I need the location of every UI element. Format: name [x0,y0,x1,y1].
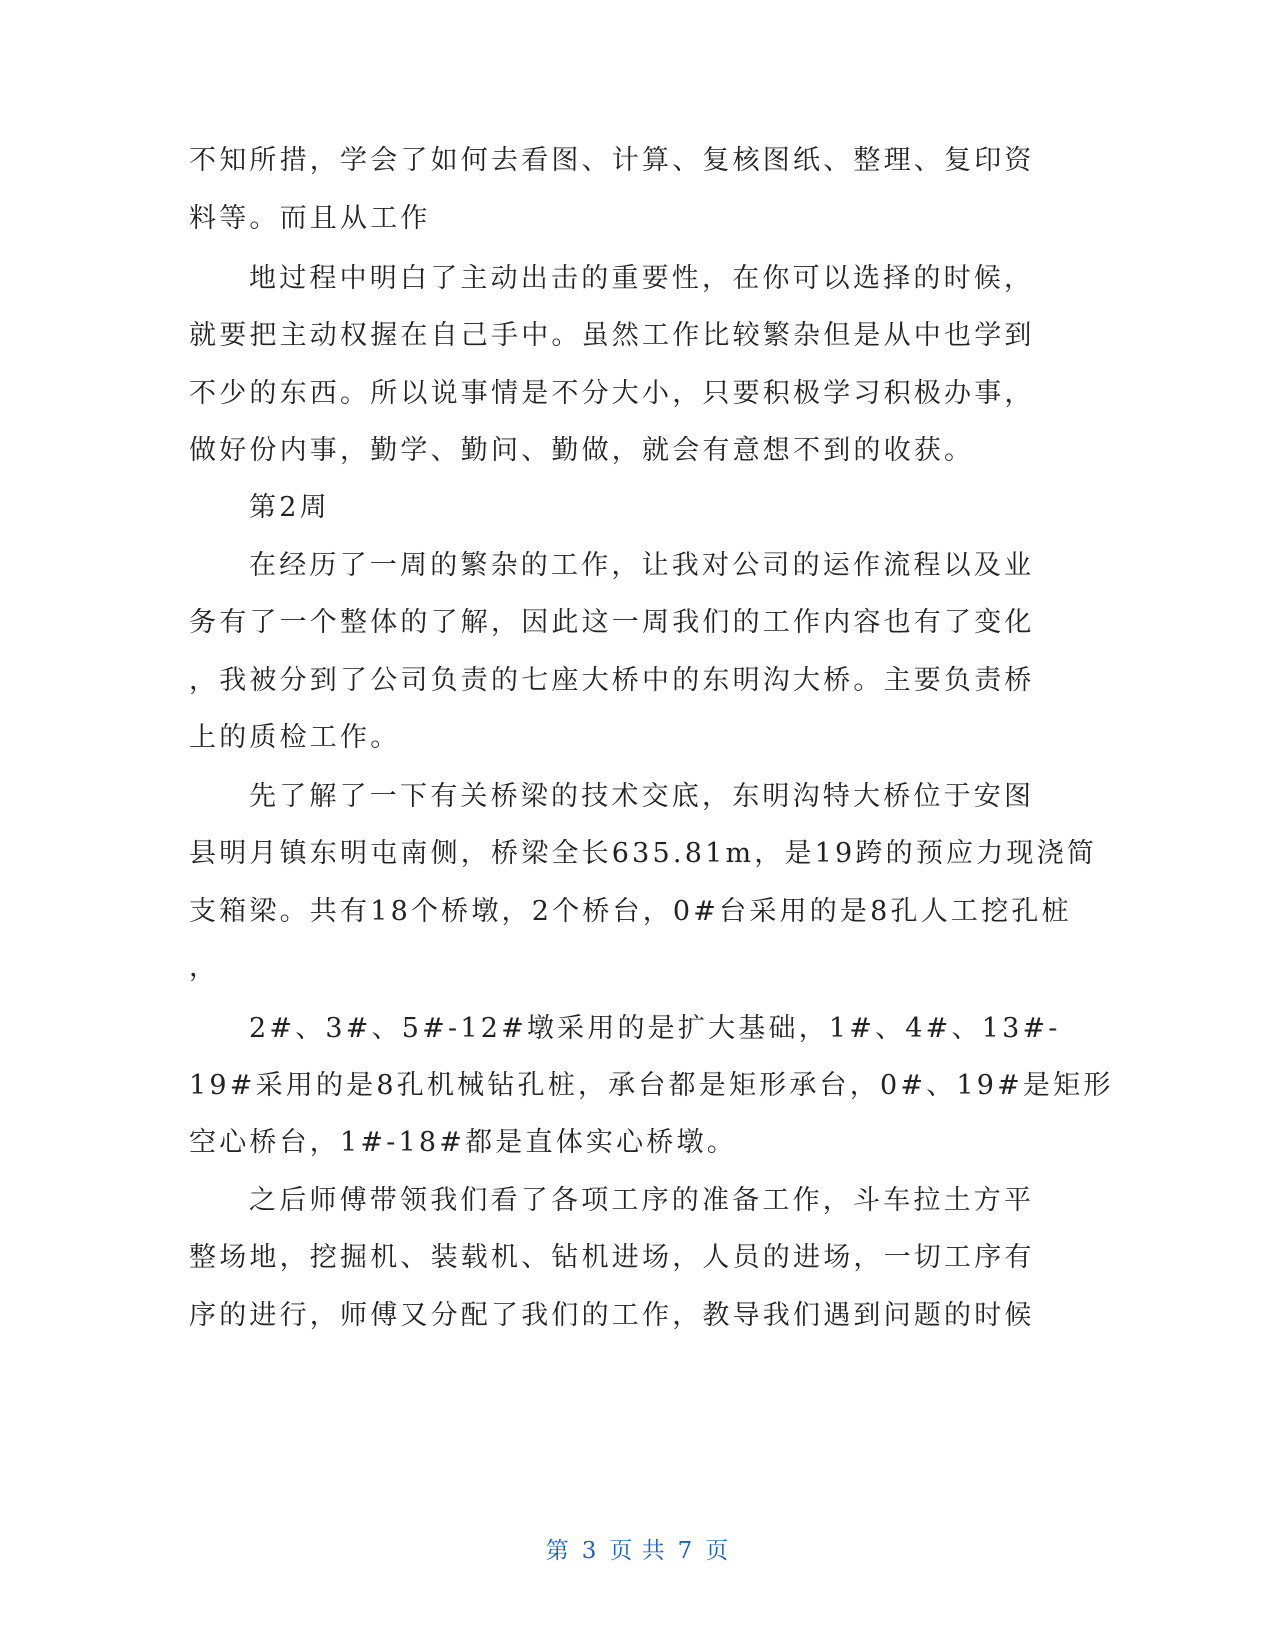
text-line: 务有了一个整体的了解，因此这一周我们的工作内容也有了变化 [189,607,1035,638]
footer-suffix: 页 [705,1538,730,1564]
page-footer [0,1536,1275,1566]
text-line: 料等。而且从工作 [189,203,431,234]
text-line: ，我被分到了公司负责的七座大桥中的东明沟大桥。主要负责桥 [189,665,1035,696]
text-line: 地过程中明白了主动出击的重要性，在你可以选择的时候， [249,263,1035,294]
footer-prefix: 第 [545,1538,570,1564]
total-page-count: 7 [677,1538,694,1564]
text-line: 就要把主动权握在自己手中。虽然工作比较繁杂但是从中也学到 [189,320,1035,351]
text-line: 县明月镇东明屯南侧，桥梁全长635.81m，是19跨的预应力现浇简 [189,838,1098,869]
text-line: 序的进行，师傅又分配了我们的工作，教导我们遇到问题的时候 [189,1300,1035,1331]
current-page-number: 3 [581,1538,598,1564]
text-line: 整场地，挖掘机、装载机、钻机进场，人员的进场，一切工序有 [189,1242,1035,1273]
text-line: 不知所措，学会了如何去看图、计算、复核图纸、整理、复印资 [189,145,1035,176]
text-line: 先了解了一下有关桥梁的技术交底，东明沟特大桥位于安图 [249,781,1035,812]
text-line: 19#采用的是8孔机械钻孔桩，承台都是矩形承台，0#、19#是矩形 [189,1070,1114,1101]
text-line: 不少的东西。所以说事情是不分大小，只要积极学习积极办事， [189,378,1035,409]
text-line: 在经历了一周的繁杂的工作，让我对公司的运作流程以及业 [249,550,1035,581]
section-heading: 第2周 [249,492,330,523]
text-line: 支箱梁。共有18个桥墩，2个桥台，0#台采用的是8孔人工挖孔桩 [189,896,1072,927]
text-line: 空心桥台，1#-18#都是直体实心桥墩。 [189,1127,737,1158]
text-line: 2#、3#、5#-12#墩采用的是扩大基础，1#、4#、13#- [249,1013,1061,1044]
text-line: 做好份内事，勤学、勤问、勤做，就会有意想不到的收获。 [189,435,975,466]
text-line: 之后师傅带领我们看了各项工序的准备工作，斗车拉土方平 [249,1185,1035,1216]
text-line: 上的质检工作。 [189,722,401,753]
footer-middle: 页 共 [609,1538,666,1564]
text-line: ， [189,952,220,983]
